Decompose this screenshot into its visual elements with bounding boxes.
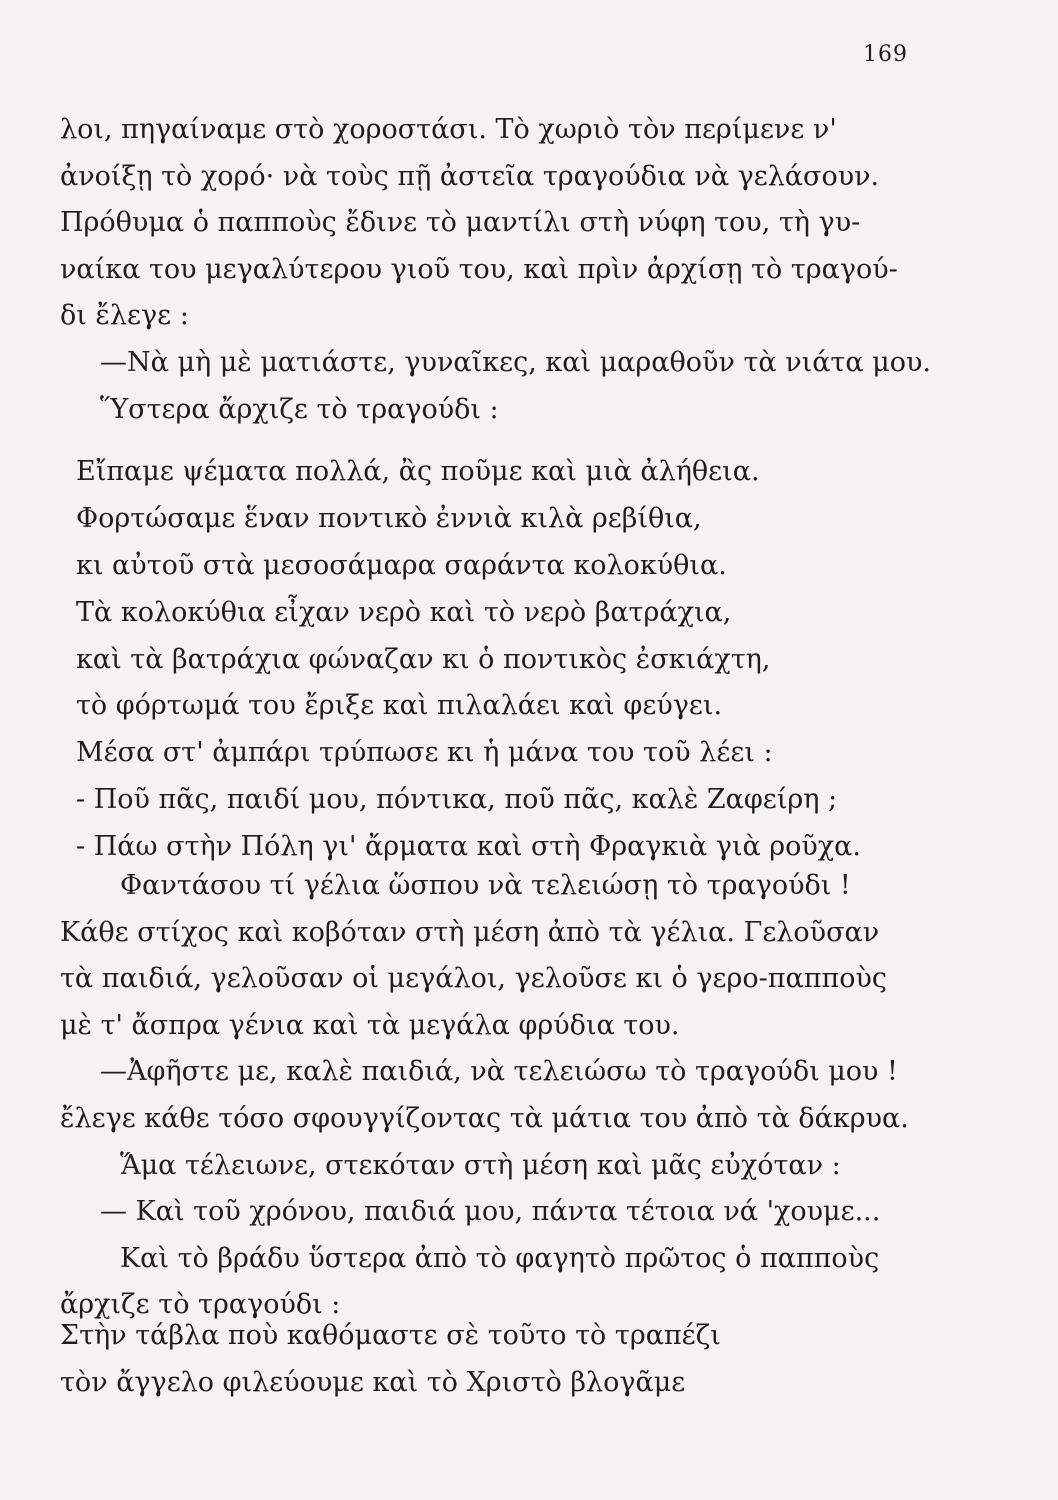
text-line: —Νὰ μὴ μὲ ματιάστε, γυναῖκες, καὶ μαραθοῦν τὰ νιάτα μου. [100,346,931,378]
text-line: μὲ τ' ἄσπρα γένια καὶ τὰ μεγάλα φρύδια του. [60,1009,680,1041]
text-line: τὰ παιδιά, γελοῦσαν οἱ μεγάλοι, γελοῦσε κι ὁ γερο-παπποὺς [60,963,887,995]
text-line: δι ἔλεγε : [60,300,189,332]
text-line: — Καὶ τοῦ χρόνου, παιδιά μου, πάντα τέτοια νά 'χουμε... [100,1196,881,1228]
verse-line: Φορτώσαμε ἕναν ποντικὸ ἐννιὰ κιλὰ ρεβίθια, [76,502,702,534]
text-line: Κάθε στίχος καὶ κοβόταν στὴ μέση ἀπὸ τὰ γέλια. Γελοῦσαν [60,916,880,948]
verse-line: κι αὐτοῦ στὰ μεσοσάμαρα σαράντα κολοκύθια. [76,549,727,581]
text-line: ἔλεγε κάθε τόσο σφουγγίζοντας τὰ μάτια του ἀπὸ τὰ δάκρυα. [60,1102,909,1134]
verse-line: Τὰ κολοκύθια εἶχαν νερὸ καὶ τὸ νερὸ βατράχια, [76,596,732,628]
text-line: —Ἀφῆστε με, καλὲ παιδιά, νὰ τελειώσω τὸ τραγούδι μου ! [100,1056,898,1088]
verse-line: καὶ τὰ βατράχια φώναζαν κι ὁ ποντικὸς ἐσκιάχτη, [76,643,771,675]
verse-line: τὸν ἄγγελο φιλεύουμε καὶ τὸ Χριστὸ βλογᾶμε [60,1366,686,1398]
text-line: ἀνοίξῃ τὸ χορό· νὰ τοὺς πῇ ἀστεῖα τραγούδια νὰ γελάσουν. [60,160,880,192]
text-line: Καὶ τὸ βράδυ ὕστερα ἀπὸ τὸ φαγητὸ πρῶτος ὁ παπποὺς [120,1242,880,1274]
page-number: 169 [863,42,908,67]
text-line: ἄρχιζε τὸ τραγούδι : [60,1289,341,1321]
verse-line: Μέσα στ' ἀμπάρι τρύπωσε κι ἡ μάνα του τοῦ λέει : [76,737,773,769]
verse-line: - Πάω στὴν Πόλη γι' ἄρματα καὶ στὴ Φραγκιὰ γιὰ ροῦχα. [76,831,861,863]
text-line: Ὕστερα ἄρχιζε τὸ τραγούδι : [100,393,499,425]
verse-line: Εἴπαμε ψέματα πολλά, ἂς ποῦμε καὶ μιὰ ἀλήθεια. [76,456,760,487]
verse-block-2 [60,1322,920,1416]
text-line: Πρόθυμα ὁ παπποὺς ἔδινε τὸ μαντίλι στὴ νύφη του, τὴ γυ- [60,207,861,239]
paragraph-block-1 [60,114,931,442]
text-line: ναίκα του μεγαλύτερου γιοῦ του, καὶ πρὶν ἀρχίσῃ τὸ τραγού- [60,253,898,285]
verse-line: - Ποῦ πᾶς, παιδί μου, πόντικα, ποῦ πᾶς, καλὲ Ζαφείρη ; [76,784,838,816]
text-line: Φαντάσου τί γέλια ὥσπου νὰ τελειώσῃ τὸ τραγούδι ! [120,870,851,901]
text-line: λοι, πηγαίναμε στὸ χοροστάσι. Τὸ χωριὸ τὸν περίμενε ν' [60,114,837,145]
verse-block-1 [60,458,920,880]
verse-line: Στὴν τάβλα ποὺ καθόμαστε σὲ τοῦτο τὸ τραπέζι [60,1320,721,1351]
text-line: Ἅμα τέλειωνε, στεκόταν στὴ μέση καὶ μᾶς εὐχόταν : [120,1149,841,1181]
paragraph-block-2 [60,872,920,1338]
verse-line: τὸ φόρτωμά του ἔριξε καὶ πιλαλάει καὶ φεύγει. [76,690,723,722]
